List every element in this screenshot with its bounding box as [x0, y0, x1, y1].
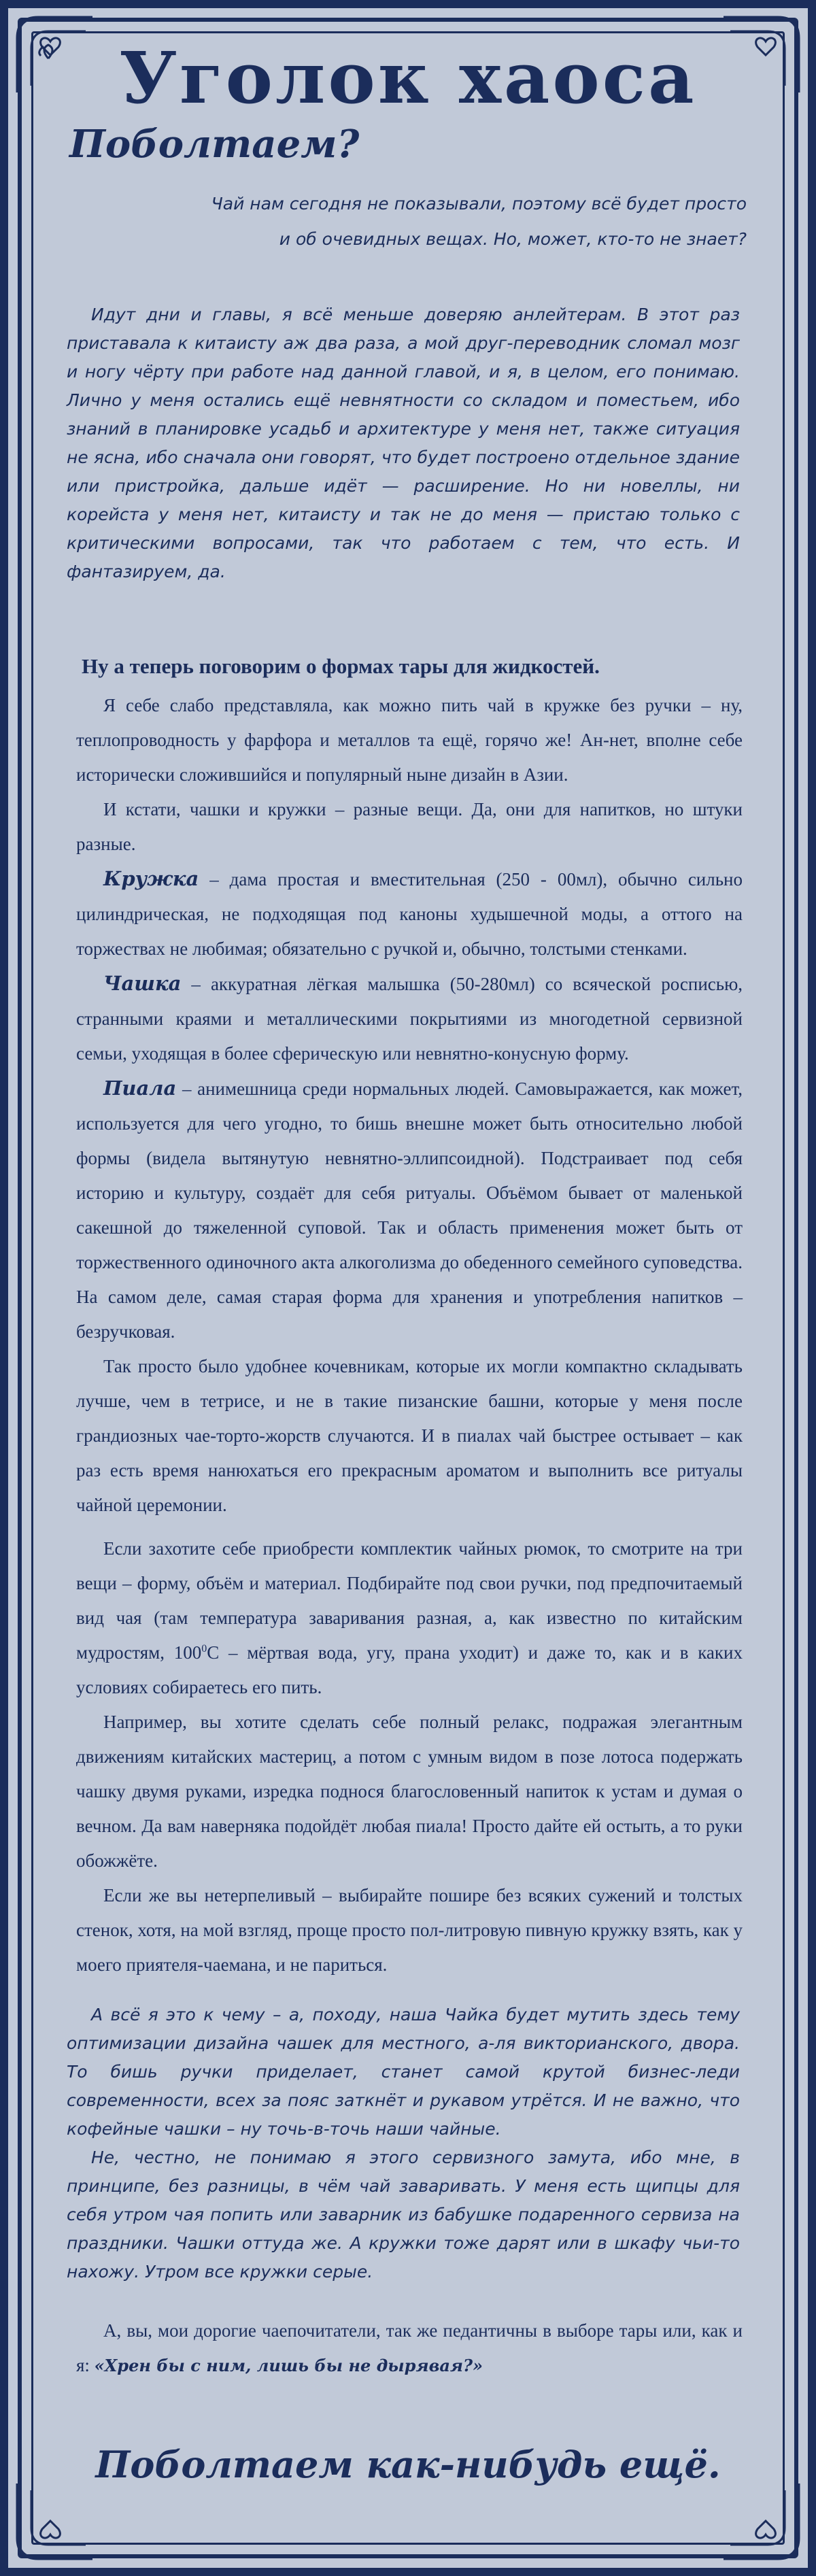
term-mug: Кружка: [103, 867, 199, 890]
page-subtitle: Поболтаем?: [69, 122, 360, 167]
page-frame: [8, 8, 808, 2568]
term-cup: Чашка: [103, 972, 182, 995]
corner-ornament-icon: [717, 2477, 805, 2565]
definition-text: – дама простая и вместительная (250 - 00мл), обычно сильно цилиндрическая, не подходящая под каноны худышечной моды, а оттого на торжествах не любимая; обязательно с ручкой и, обычно, толстыми стенками.: [76, 869, 743, 959]
paragraph: [76, 1531, 743, 1705]
intro-text: [135, 186, 747, 257]
handwritten-paragraph: Не, честно, не понимаю я этого сервизного замута, ибо мне, в принципе, без разницы, в чём чай заваривать. У меня есть щипцы для себя утром чая попить или заварник из бабушке подаренного сервиза на праздники. Чашки оттуда же. А кружки тоже дарят или в шкафу чьи-то нахожу. Утром все кружки серые.: [67, 2148, 740, 2282]
degree-sign: 0: [201, 1643, 207, 1655]
handwritten-outro: [67, 2001, 740, 2286]
definition-cup: [76, 966, 743, 1071]
paragraph: Например, вы хотите сделать себе полный релакс, подражая элегантным движениям китайских мастериц, а потом с умным видом в позе лотоса подержать чашку двумя руками, изредка поднося благословенный напиток к устам и думая о вечном. Да вам наверняка подойдёт любая пиала! Просто дайте ей остыть, а то руки обожжёте.: [76, 1712, 743, 1871]
handwritten-intro: [67, 301, 740, 586]
paragraph: И кстати, чашки и кружки – разные вещи. Да, они для напитков, но штуки разные.: [76, 799, 743, 854]
definition-text: – анимешница среди нормальных людей. Самовыражается, как может, используется для чего угодно, то бишь внешне может быть относительно любой формы (видела вытянутую невнятно-эллипсоидной). Подстраивает под себя историю и культуру, создаёт для себя ритуалы. Объёмом бывает от маленькой сакешной до тяжеленной суповой. Так и область применения может быть от торжественного одиночного акта алкоголизма до обеденного семейного суповедства. На самом деле, самая старая форма для хранения и употребления напитков – безручковая.: [76, 1079, 743, 1342]
intro-line: Чай нам сегодня не показывали, поэтому всё будет просто: [211, 194, 747, 214]
section-heading: Ну а теперь поговорим о формах тары для жидкостей.: [82, 654, 600, 678]
closing-title: Поболтаем как-нибудь ещё.: [95, 2443, 721, 2486]
paragraph: Я себе слабо представляла, как можно пить чай в кружке без ручки – ну, теплопроводность у фарфора и металлов та ещё, горячо же! Ан-нет, вполне себе исторически сложившийся и популярный ныне дизайн в Азии.: [76, 695, 743, 785]
paragraph: Если же вы нетерпеливый – выбирайте пошире без всяких сужений и толстых стенок, хотя, на мой взгляд, проще просто пол-литровую пивную кружку взять, как у моего приятеля-чаемана, и не париться.: [76, 1885, 743, 1975]
definition-text: – аккуратная лёгкая малышка (50-280мл) со всяческой росписью, странными краями и металлическими покрытиями из многодетной сервизной семьи, уходящая в более сферическую или невнятно-конусную форму.: [76, 974, 743, 1064]
corner-ornament-icon: [11, 2477, 99, 2565]
final-text: А, вы, мои дорогие чаепочитатели, так же педантичны в выборе тары или, как и я:: [76, 2320, 743, 2375]
article-body-2: [76, 1531, 743, 1982]
handwritten-paragraph: Идут дни и главы, я всё меньше доверяю анлейтерам. В этот раз приставала к китаисту аж два раза, а мой друг-переводник сломал мозг и ногу чёрту при работе над данной главой, и я, в целом, его понимаю. Лично у меня остались ещё невнятности со складом и поместьем, ибо знаний в планировке усадьб и архитектуре у меня нет, также ситуация не ясна, ибо сначала они говорят, что будет построено отдельное здание или пристройка, дальше идёт — расширение. Но ни новеллы, ни корейста у меня нет, китаисту и так не до меня — пристаю только с критическими вопросами, так что работаем с тем, что есть. И фантазируем, да.: [67, 305, 740, 581]
paragraph: Так просто было удобнее кочевникам, которые их могли компактно складывать лучше, чем в тетрисе, и не в такие пизанские башни, которые у меня после грандиозных чае-торто-жорств случаются. И в пиалах чай быстрее остывает – как раз есть время нанюхаться его прекрасным ароматом и выполнить все ритуалы чайной церемонии.: [76, 1356, 743, 1515]
paragraph: [76, 2314, 743, 2383]
term-bowl: Пиала: [103, 1077, 177, 1100]
final-question: [76, 2314, 743, 2383]
definition-bowl: [76, 1071, 743, 1349]
text-part: C – мёртвая вода, угу, прана уходит) и даже то, как и в каких условиях собираетесь его пить.: [76, 1642, 743, 1697]
intro-line: и об очевидных вещах. Но, может, кто-то не знает?: [279, 229, 747, 249]
final-quote: «Хрен бы с ним, лишь бы не дырявая?»: [94, 2356, 483, 2375]
text-part: Если захотите себе приобрести комплектик чайных рюмок, то смотрите на три вещи – форму, объём и материал. Подбирайте под свои ручки, под предпочитаемый вид чая (там температура заваривания разная, а, как известно по китайским мудростям, 100: [76, 1538, 743, 1663]
page-title: Уголок хаоса: [119, 36, 697, 120]
definition-mug: [76, 862, 743, 966]
article-body: [76, 688, 743, 1523]
handwritten-paragraph: А всё я это к чему – а, походу, наша Чайка будет мутить здесь тему оптимизации дизайна чашек для местного, а-ля викторианского, двора. То бишь ручки приделает, станет самой крутой бизнес-леди современности, всех за пояс заткнёт и рукавом утрётся. И не важно, что кофейные чашки – ну точь-в-точь наши чайные.: [67, 2005, 740, 2139]
